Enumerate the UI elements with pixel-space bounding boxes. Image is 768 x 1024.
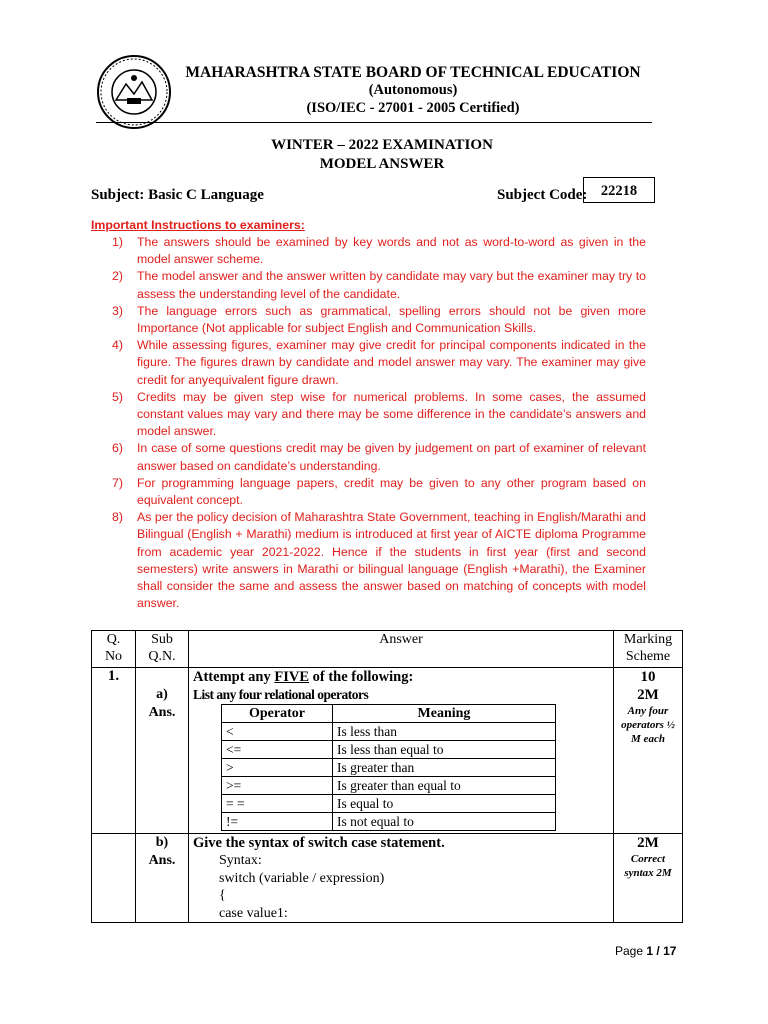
relational-operators-table xyxy=(221,704,556,831)
marks-cell-b xyxy=(614,834,683,923)
syntax-line: case value1: xyxy=(219,905,288,921)
answer-table xyxy=(91,630,683,923)
table-header-row xyxy=(92,631,683,668)
board-certification: (ISO/IEC - 27001 - 2005 Certified) xyxy=(306,100,520,116)
instruction-item: 3) The language errors such as grammatical, spelling errors should not be given more Importance (Not applicable for subject English and Communication Skills. xyxy=(112,303,646,336)
meaning-header: Meaning xyxy=(333,705,556,723)
board-status: (Autonomous) xyxy=(368,82,458,98)
msbte-seal-logo xyxy=(96,54,172,130)
table-row: < Is less than xyxy=(222,723,556,741)
table-row: >= Is greater than equal to xyxy=(222,777,556,795)
page-number: Page 1 / 17 xyxy=(615,944,677,958)
col-marking-scheme: Marking Scheme xyxy=(614,631,683,668)
header-divider xyxy=(96,122,652,123)
examiner-instructions xyxy=(91,218,646,612)
answer-cell-a xyxy=(189,668,614,834)
instruction-item: 7) For programming language papers, credit may be given to any other program based on equivalent concept. xyxy=(112,475,646,508)
table-row: <= Is less than equal to xyxy=(222,741,556,759)
instruction-item: 1) The answers should be examined by key words and not as word-to-word as given in the model answer scheme. xyxy=(112,235,646,267)
marks-cell-a xyxy=(614,668,683,834)
subject-code-label: Subject Code: xyxy=(497,187,588,203)
col-answer: Answer xyxy=(189,631,614,668)
subject-code-box: 22218 xyxy=(583,177,655,203)
table-row: = = Is equal to xyxy=(222,795,556,813)
col-q-no: Q. No xyxy=(92,631,136,668)
answer-cell-b xyxy=(189,834,614,923)
syntax-line: Syntax: xyxy=(219,853,262,868)
instructions-list xyxy=(91,234,646,612)
table-row: != Is not equal to xyxy=(222,813,556,831)
col-sub-qn: Sub Q.N. xyxy=(136,631,189,668)
instructions-title: Important Instructions to examiners: xyxy=(91,218,305,232)
marks-b: 2M xyxy=(637,835,659,851)
syntax-line: switch (variable / expression) xyxy=(219,870,385,886)
instruction-item: 6) In case of some questions credit may be given by judgement on part of examiner of relevant answer based on candidate’s understanding. xyxy=(112,441,646,473)
operator-header: Operator xyxy=(222,705,333,723)
subject-label: Subject: Basic C Language xyxy=(91,187,264,203)
question-text-a: List any four relational operators xyxy=(193,687,369,702)
exam-subtitle: MODEL ANSWER xyxy=(319,156,445,172)
instruction-item: 5) Credits may be given step wise for numerical problems. In some cases, the assumed constant values may vary and there may be some difference in the candidate’s answers and model answer. xyxy=(112,389,646,439)
total-marks: 10 xyxy=(640,669,656,685)
marks-note-b: Correct syntax 2M xyxy=(624,853,672,879)
table-row xyxy=(92,834,683,923)
exam-title: WINTER – 2022 EXAMINATION xyxy=(271,137,493,153)
table-row xyxy=(92,668,683,834)
sub-question-b: b) Ans. xyxy=(136,834,189,923)
question-instruction: Attempt any FIVE of the following: xyxy=(193,669,414,685)
marks-note-a: Any four operators ½ M each xyxy=(621,705,675,745)
sub-question-a: a) Ans. xyxy=(136,668,189,834)
instruction-item: 4) While assessing figures, examiner may give credit for principal components indicated in the figure. The figures drawn by candidate and model answer may vary. The examiner may give credit for anyequivalent figure drawn. xyxy=(112,338,646,387)
marks-a: 2M xyxy=(637,687,659,703)
instruction-item: 8) As per the policy decision of Maharashtra State Government, teaching in English/Marathi and Bilingual (English + Marathi) medium is introduced at first year of AICTE diploma Programme from academic year 2021-2022. Hence if the students in first year (first and second semesters) write answers in Marathi or bilingual language (English +Marathi), the Examiner shall consider the same and assess the answer based on matching of concepts with model answer. xyxy=(112,510,646,611)
table-row: > Is greater than xyxy=(222,759,556,777)
syntax-line: { xyxy=(219,888,226,903)
board-name: MAHARASHTRA STATE BOARD OF TECHNICAL EDUCATION xyxy=(185,64,641,81)
question-text-b: Give the syntax of switch case statement. xyxy=(193,835,445,851)
question-number: 1. xyxy=(92,668,136,834)
instruction-item: 2) The model answer and the answer written by candidate may vary but the examiner may try to assess the understanding level of the candidate. xyxy=(112,269,646,301)
